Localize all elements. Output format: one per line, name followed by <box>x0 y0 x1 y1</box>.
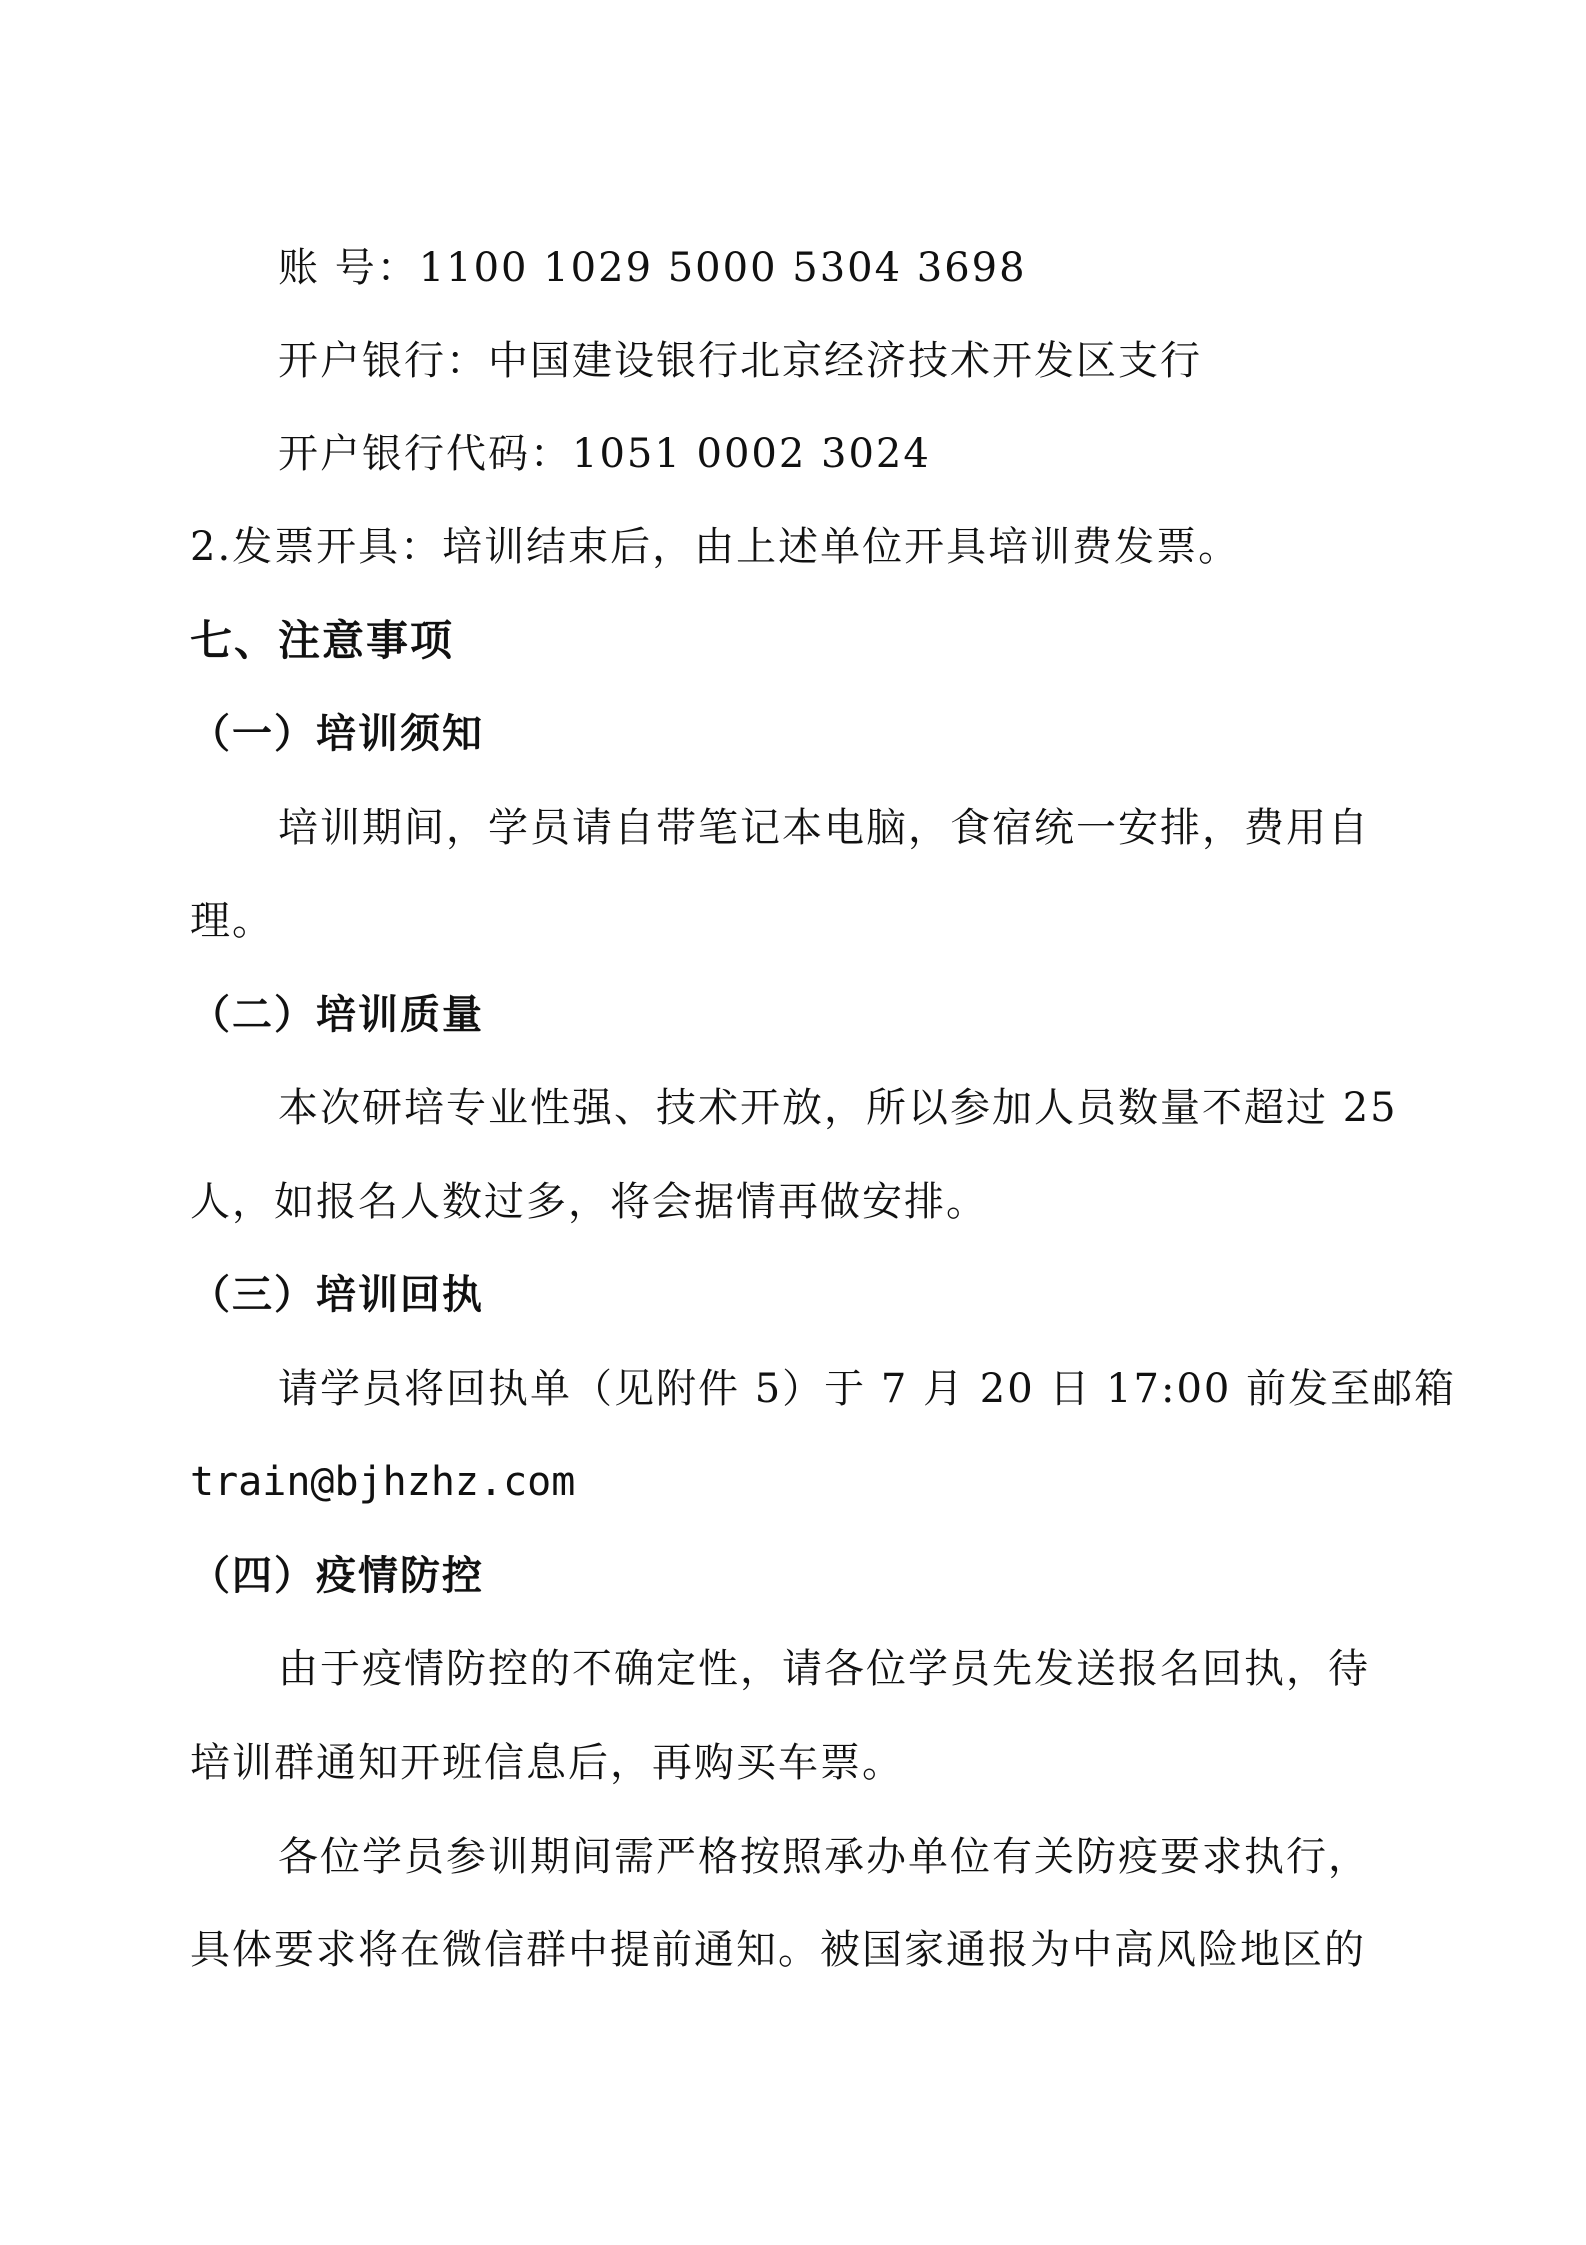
subsection-4-paragraph-1-line-1: 由于疫情防控的不确定性，请各位学员先发送报名回执，待 <box>278 1646 1370 1692</box>
subsection-3-title: （三）培训回执 <box>190 1272 484 1318</box>
subsection-4-paragraph-2-line-2: 具体要求将在微信群中提前通知。被国家通报为中高风险地区的 <box>190 1927 1366 1973</box>
subsection-1-paragraph-line-1: 培训期间，学员请自带笔记本电脑，食宿统一安排，费用自 <box>278 805 1370 851</box>
subsection-2-title: （二）培训质量 <box>190 992 484 1038</box>
subsection-4-paragraph-2-line-1: 各位学员参训期间需严格按照承办单位有关防疫要求执行， <box>278 1834 1370 1880</box>
bank-code-line: 开户银行代码：1051 0002 3024 <box>278 431 931 477</box>
subsection-1-paragraph-line-2: 理。 <box>190 898 274 944</box>
subsection-3-paragraph-line-1: 请学员将回执单（见附件 5）于 7 月 20 日 17:00 前发至邮箱 <box>278 1366 1457 1412</box>
subsection-1-title: （一）培训须知 <box>190 711 484 757</box>
subsection-2-paragraph-line-2: 人，如报名人数过多，将会据情再做安排。 <box>190 1179 988 1225</box>
subsection-2-paragraph-line-1: 本次研培专业性强、技术开放，所以参加人员数量不超过 25 <box>278 1085 1398 1131</box>
subsection-4-title: （四）疫情防控 <box>190 1553 484 1599</box>
bank-name-line: 开户银行：中国建设银行北京经济技术开发区支行 <box>278 338 1202 384</box>
invoice-line: 2.发票开具：培训结束后，由上述单位开具培训费发票。 <box>190 524 1241 570</box>
subsection-4-paragraph-1-line-2: 培训群通知开班信息后，再购买车票。 <box>190 1740 904 1786</box>
email-address: train@bjhzhz.com <box>190 1459 576 1505</box>
account-number-line: 账 号：1100 1029 5000 5304 3698 <box>278 245 1027 291</box>
section-7-heading: 七、注意事项 <box>190 616 455 665</box>
